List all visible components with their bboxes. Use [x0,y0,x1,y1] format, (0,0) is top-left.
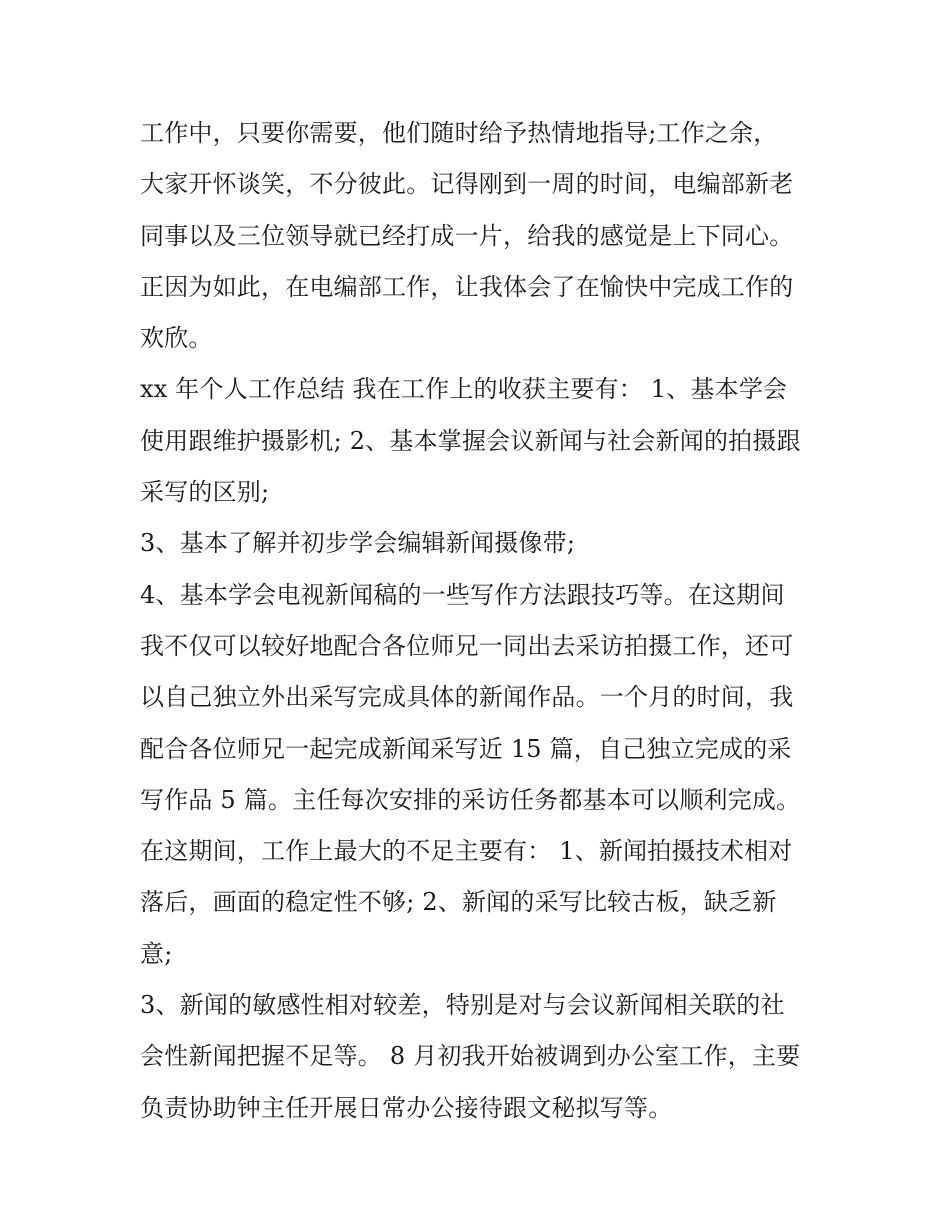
text-line: 以自己独立外出采写完成具体的新闻作品。一个月的时间，我 [140,683,794,712]
text-line: 3、新闻的敏感性相对较差，特别是对与会议新闻相关联的社 [140,991,785,1020]
text-line: 在这期间，工作上最大的不足主要有： 1、新闻拍摄技术相对 [140,837,793,866]
text-line: 欢欣。 [140,324,213,353]
text-line: 落后，画面的稳定性不够; 2、新闻的采写比较古板，缺乏新 [140,888,777,917]
text-line: 3、基本了解并初步学会编辑新闻摄像带; [140,529,576,558]
text-line: 正因为如此，在电编部工作，让我体会了在愉快中完成工作的 [140,272,794,301]
text-line: 意; [140,939,173,968]
text-line: 采写的区别; [140,478,270,507]
text-line: 我不仅可以较好地配合各位师兄一同出去采访拍摄工作，还可 [140,631,794,660]
text-line: 大家开怀谈笑，不分彼此。记得刚到一周的时间，电编部新老 [140,170,794,199]
text-line: 工作中，只要你需要，他们随时给予热情地指导;工作之余， [140,119,778,147]
text-line: 会性新闻把握不足等。 8 月初我开始被调到办公室工作，主要 [140,1042,801,1071]
text-line: 写作品 5 篇。主任每次安排的采访任务都基本可以顺利完成。 [140,785,801,814]
body-text [140,108,820,1134]
text-line: 配合各位师兄一起完成新闻采写近 15 篇，自己独立完成的采 [140,734,792,763]
text-line: xx 年个人工作总结 我在工作上的收获主要有： 1、基本学会 [140,375,788,404]
text-line: 使用跟维护摄影机; 2、基本掌握会议新闻与社会新闻的拍摄跟 [140,426,801,455]
text-line: 同事以及三位领导就已经打成一片，给我的感觉是上下同心。 [140,221,794,250]
text-line: 4、基本学会电视新闻稿的一些写作方法跟技巧等。在这期间 [140,580,785,609]
text-line: 负责协助钟主任开展日常办公接待跟文秘拟写等。 [140,1093,673,1122]
